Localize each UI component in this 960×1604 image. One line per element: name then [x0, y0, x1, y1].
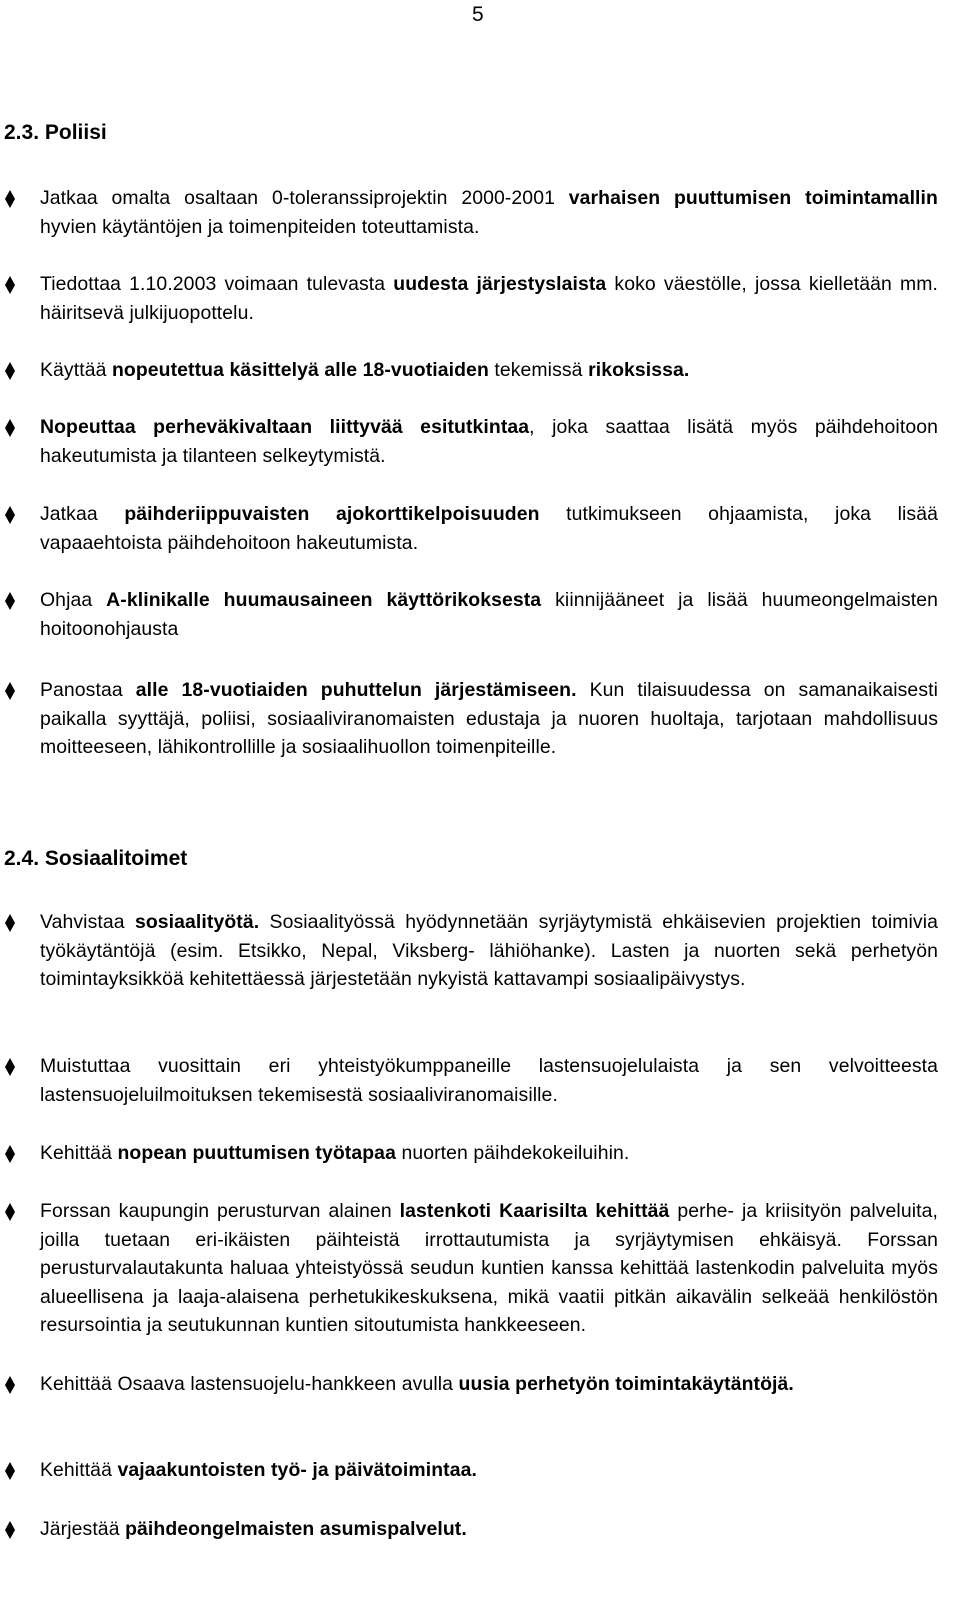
bold-text: uudesta järjestyslaista [393, 273, 607, 295]
list-item-text [40, 356, 938, 385]
bold-text: uusia perhetyön toimintakäytäntöjä. [458, 1373, 794, 1395]
list-item-text [40, 586, 938, 643]
bold-text: rikoksissa. [588, 359, 690, 381]
list-item-text [40, 1052, 938, 1109]
diamond-bullet-icon [4, 189, 16, 209]
bold-text: sosiaalityötä. [134, 911, 260, 933]
diamond-bullet-icon [4, 1144, 16, 1164]
bold-text: nopeutettua käsittelyä alle 18-vuotiaiden [111, 359, 489, 381]
diamond-bullet-icon [4, 1520, 16, 1540]
list-item-text [40, 500, 938, 557]
list-item-text [40, 1515, 938, 1544]
text-run: perhe- ja kriisityön palveluita, joilla tuetaan eri-ikäisten päihteistä irrottautumista ja syrjäytymisen ehkäisyä. Forssan perusturvalautakunta haluaa yhteistyössä seudun kuntien kanssa kehittää lastenkodin palveluita myös alueellisena ja laaja-alaisena perhetukikeskuksena, mikä vaatii pitkän aikavälin selkeää henkilöstön resursointia ja seutukunnan kuntien sitoutumista hankkeeseen. [40, 1200, 938, 1337]
text-run: Kehittää Osaava lastensuojelu-hankkeen avulla [40, 1373, 459, 1395]
text-run: nuorten päihdekokeiluihin. [395, 1142, 630, 1164]
text-run: tekemissä [488, 359, 589, 381]
text-run: Sosiaalityössä hyödynnetään syrjäytymistä ehkäisevien projektien toimivia työkäytäntöjä (esim. Etsikko, Nepal, Viksberg- lähiöhanke). Lasten ja nuorten sekä perhetyön toimintayksikköä kehitettäessä järjestetään nykyistä kattavampi sosiaalipäivystys. [40, 911, 939, 991]
text-run: Panostaa [40, 679, 136, 701]
bold-text: Nopeuttaa perheväkivaltaan liittyvää esitutkintaa [40, 416, 530, 438]
diamond-bullet-icon [4, 361, 16, 381]
list-item-text [40, 1456, 938, 1485]
page-number: 5 [472, 3, 484, 26]
diamond-bullet-icon [4, 418, 16, 438]
text-run: Ohjaa [40, 589, 107, 611]
bold-text: varhaisen puuttumisen toimintamallin [568, 187, 938, 209]
text-run: Jatkaa [40, 503, 125, 525]
diamond-bullet-icon [4, 1461, 16, 1481]
diamond-bullet-icon [4, 505, 16, 525]
bold-text: alle 18-vuotiaiden puhuttelun järjestämiseen. [135, 679, 577, 701]
bold-text: lastenkoti Kaarisilta kehittää [399, 1200, 670, 1222]
list-item-text [40, 413, 938, 470]
list-item-text [40, 908, 938, 994]
diamond-bullet-icon [4, 681, 16, 701]
list-item-text [40, 676, 938, 762]
list-item-text [40, 1139, 938, 1168]
text-run: Tiedottaa 1.10.2003 voimaan tulevasta [40, 273, 394, 295]
text-run: , joka saattaa lisätä myös päihdehoitoon hakeutumista ja tilanteen selkeytymistä. [40, 416, 938, 467]
text-run: Käyttää [40, 359, 112, 381]
diamond-bullet-icon [4, 1057, 16, 1077]
text-run: tutkimukseen ohjaamista, joka lisää vapaaehtoista päihdehoitoon hakeutumista. [40, 503, 938, 554]
list-item-text [40, 184, 938, 241]
section-heading: 2.3. Poliisi [4, 121, 107, 144]
text-run: Jatkaa omalta osaltaan 0-toleranssiprojektin 2000-2001 [40, 187, 569, 209]
diamond-bullet-icon [4, 1202, 16, 1222]
list-item-text [40, 1197, 938, 1340]
section-heading: 2.4. Sosiaalitoimet [4, 847, 188, 870]
text-run: Järjestää [40, 1518, 126, 1540]
text-run: Kehittää [40, 1459, 118, 1481]
diamond-bullet-icon [4, 1375, 16, 1395]
bold-text: nopean puuttumisen työtapaa [117, 1142, 396, 1164]
text-run: koko väestölle, jossa kielletään mm. häiritsevä julkijuopottelu. [40, 273, 938, 324]
bold-text: A-klinikalle huumausaineen käyttörikoksesta [106, 589, 542, 611]
text-run: hyvien käytäntöjen ja toimenpiteiden toteuttamista. [40, 215, 480, 238]
diamond-bullet-icon [4, 913, 16, 933]
diamond-bullet-icon [4, 591, 16, 611]
text-run: Kun tilaisuudessa on samanaikaisesti paikalla syyttäjä, poliisi, sosiaaliviranomaisten edustaja ja nuoren huoltaja, tarjotaan mahdollisuus moitteeseen, lähikontrollille ja sosiaalihuollon toimenpiteille. [40, 679, 939, 759]
bold-text: päihdeongelmaisten asumispalvelut. [125, 1518, 467, 1540]
text-run: Forssan kaupungin perusturvan alainen [40, 1200, 400, 1222]
text-run: Muistuttaa vuosittain eri yhteistyökumppaneille lastensuojelulaista ja sen velvoitteesta lastensuojeluilmoituksen tekemisestä sosiaaliviranomaisille. [40, 1055, 938, 1106]
bold-text: päihderiippuvaisten ajokorttikelpoisuuden [124, 503, 540, 525]
list-item-text [40, 1370, 938, 1399]
text-run: Vahvistaa [40, 911, 135, 933]
bold-text: vajaakuntoisten työ- ja päivätoimintaa. [117, 1459, 477, 1481]
list-item-text [40, 270, 938, 327]
diamond-bullet-icon [4, 275, 16, 295]
text-run: kiinnijääneet ja lisää huumeongelmaisten hoitoonohjausta [40, 589, 939, 640]
text-run: Kehittää [40, 1142, 118, 1164]
